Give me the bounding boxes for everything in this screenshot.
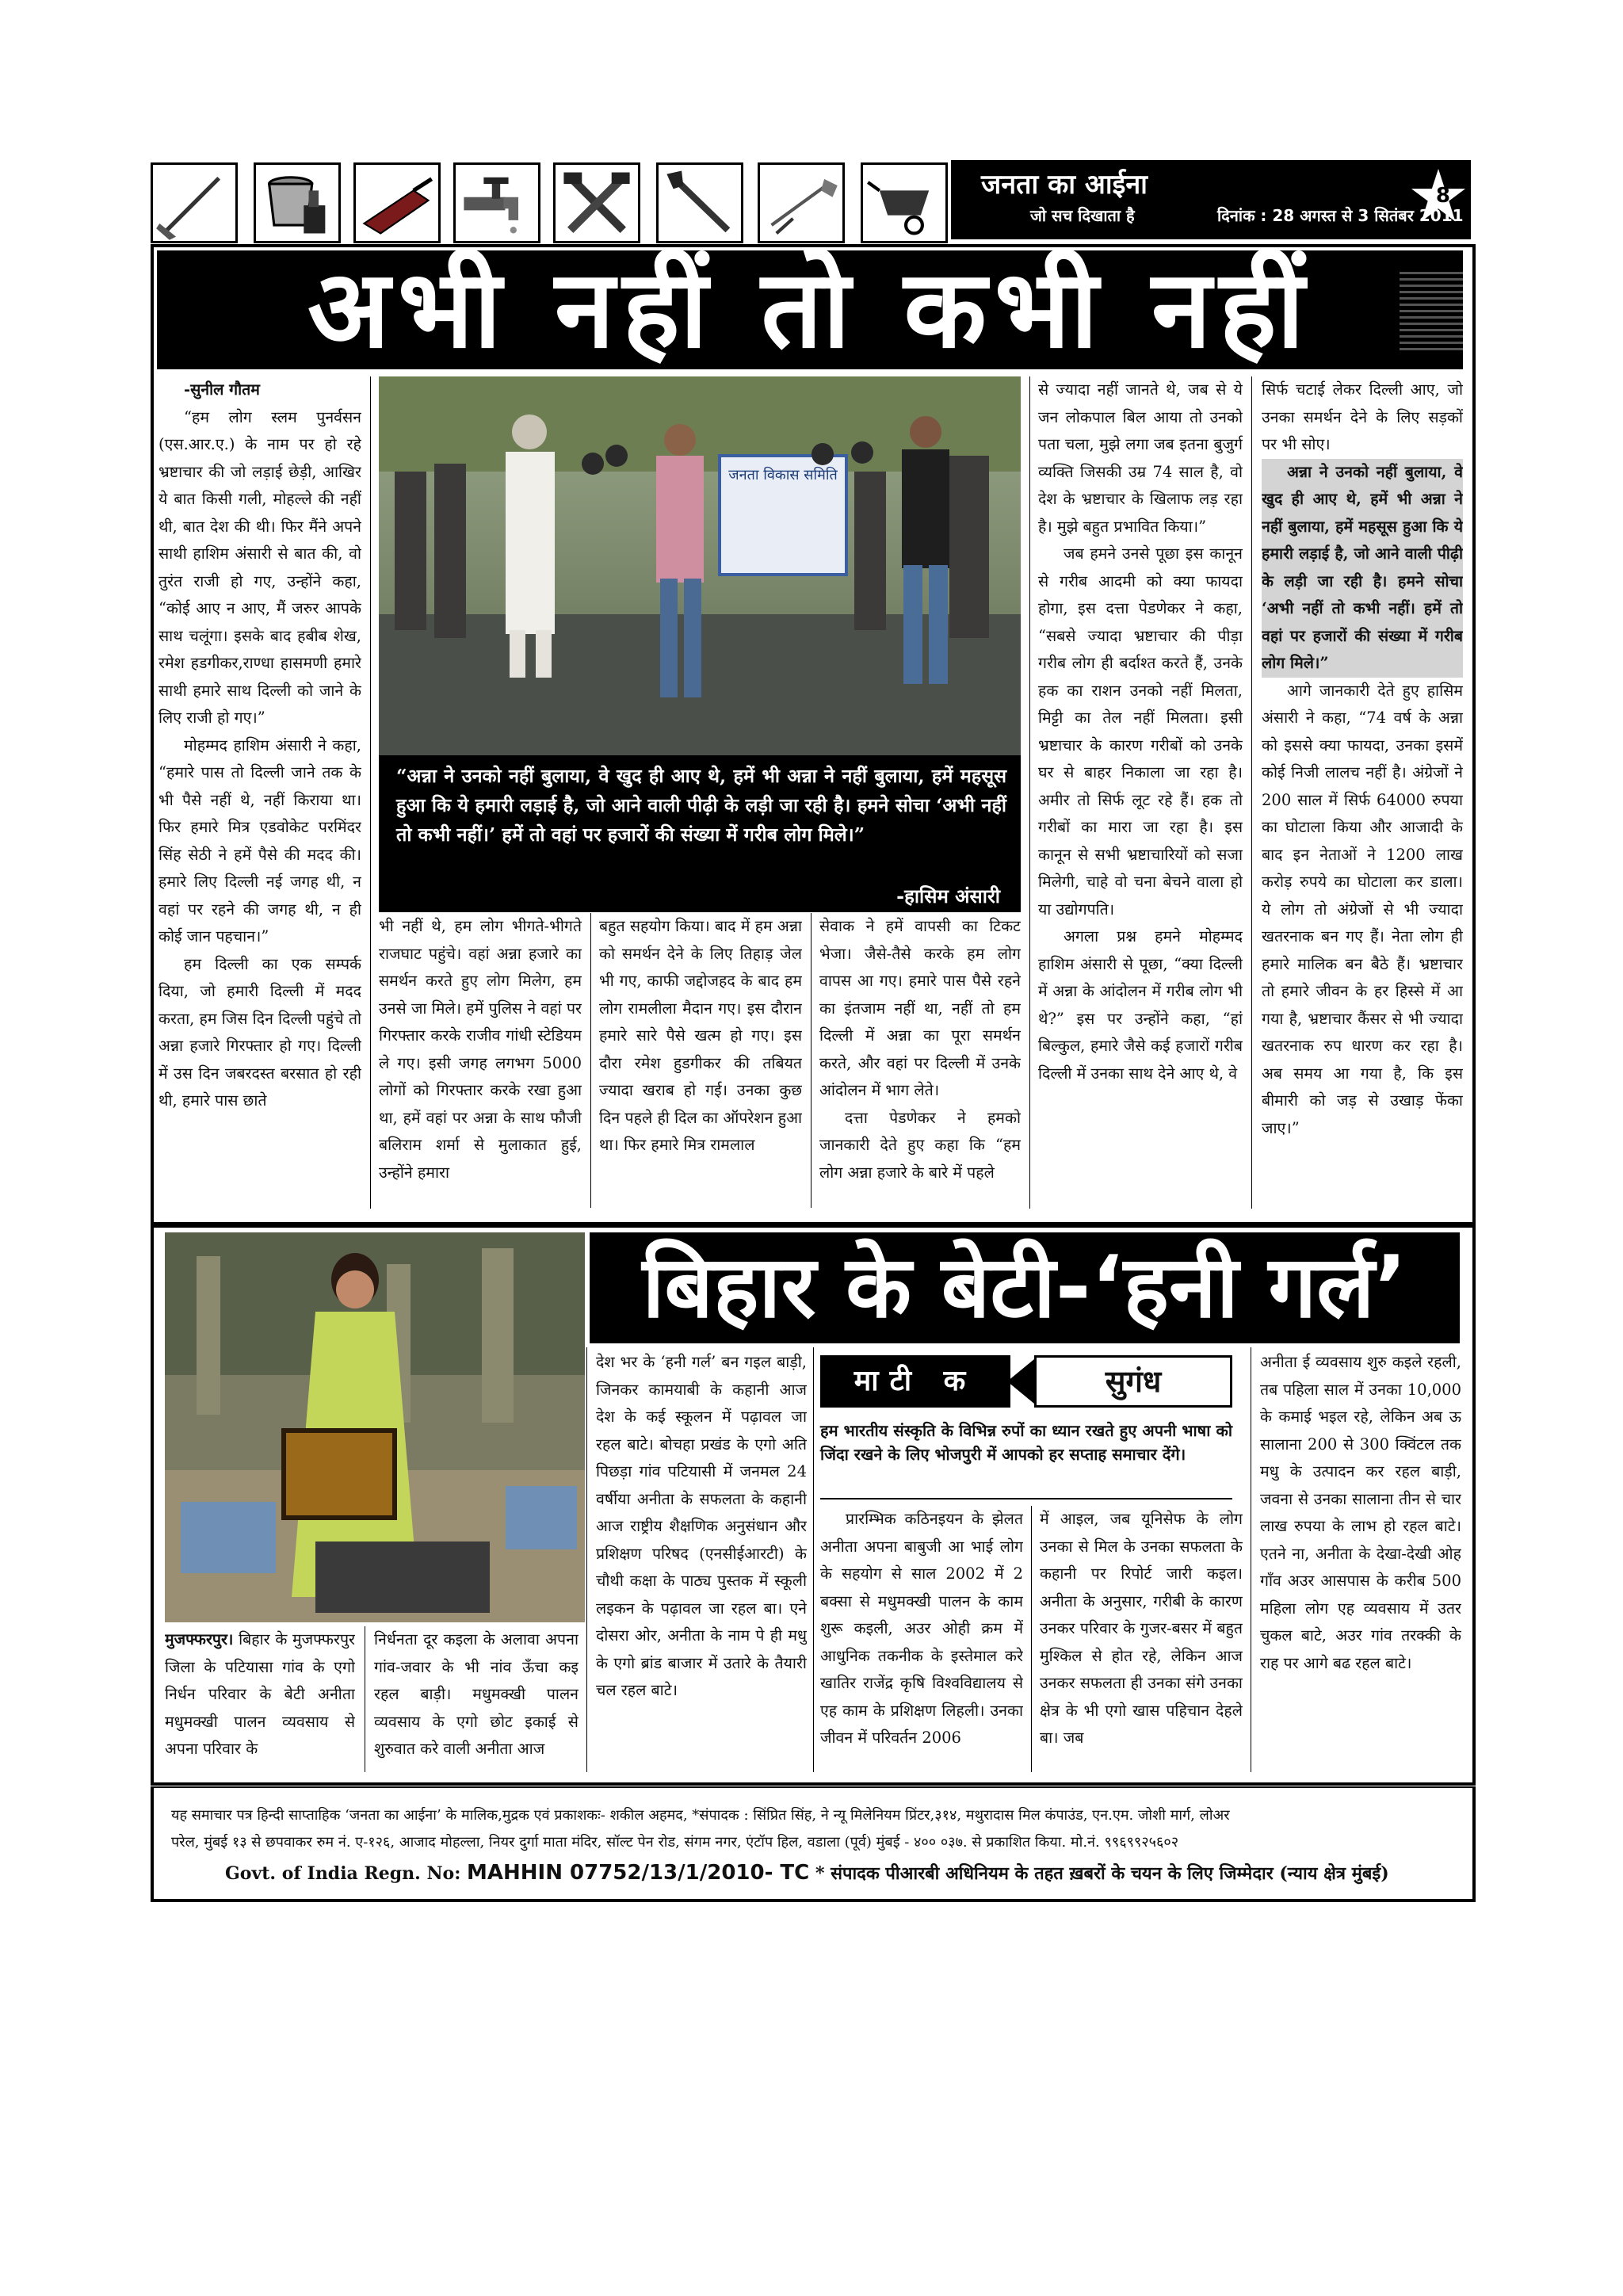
registration-number: MAHHIN 07752/13/1/2010- TC: [467, 1861, 810, 1885]
paragraph: जब हमने उनसे पूछा इस कानून से गरीब आदमी को क्या फायदा होगा, इस दत्ता पेडणेकर ने कहा, “सबसे ज्यादा भ्रष्टाचार की पीड़ा गरीब लोग ही बर्दाश्त करते हैं, उनके हक का राशन उनको नहीं मिलता, मिट्टी का तेल नहीं मिलता। इसी भ्रष्टाचार के कारण गरीबों को उनके घर से बाहर निकाला जा रहा है। अमीर तो सिर्फ लूट रहे हैं। हक तो गरीबों का मारा जा रहा है। इस कानून से सभी भ्रष्टाचारियों को सजा मिलेगी, चाहे वो चना बेचने वाला हो या उद्योगपति।: [1038, 544, 1243, 919]
mati-label: माटी क: [820, 1355, 1010, 1408]
masthead: [951, 160, 1471, 239]
story-headline: अभी नहीं तो कभी नहीं: [157, 250, 1463, 369]
paragraph: निर्धनता दूर कइला के अलावा अपना गांव-जवार के भी नांव ऊँचा कइ रहल बाड़ी। मधुमक्खी पालन व्यवसाय के एगो छोट इकाई से शुरुवात करे वाली अनीता आज: [374, 1630, 579, 1758]
article-column: [819, 913, 1021, 1208]
article-column: [374, 1626, 579, 1772]
dateline: मुजफ्फरपुर।: [165, 1630, 234, 1648]
paragraph: सेवाक ने हमें वापसी का टिकट भेजा। जैसे-तैसे करके हम लोग वापस आ गए। हमारे पास पैसे रहने का इंतजाम नहीं था, नहीं तो हम दिल्ली में अन्ना का पूरा समर्थन करते, और वहां पर दिल्ली में उनके आंदोलन में भाग लेते।: [819, 917, 1021, 1099]
quote-author: -हासिम अंसारी: [896, 884, 1000, 907]
article-column: [165, 1626, 355, 1772]
paragraph: में आइल, जब यूनिसेफ के लोग उनका से मिल के उनका सफलता के कहानी पर रिपोर्ट जारी कइल। अनीता के अनुसार, गरीबी के कारण उनकर परिवार के गुजर-बसर में बहुत मुश्किल से होत रहे, लेकिन आज उनकर सफलता ही उनका संगे उनका क्षेत्र के भी एगो खास पहिचान देहले बा। जब: [1040, 1510, 1243, 1747]
tagline: जो सच दिखाता है: [1030, 206, 1135, 225]
article-column: [820, 1506, 1023, 1772]
trowel-icon: [353, 162, 441, 243]
story-headline: बिहार के बेटी-‘हनी गर्ल’: [590, 1232, 1460, 1343]
rally-photo: [379, 376, 1021, 755]
byline: -सुनील गौतम: [184, 380, 260, 399]
mati-ke-sugandh-box: [820, 1349, 1232, 1492]
highlighted-quote: अन्ना ने उनको नहीं बुलाया, वे खुद ही आए थे, हमें भी अन्ना ने नहीं बुलाया, हमें महसूस हुआ कि ये हमारी लड़ाई है, जो आने वाली पीढ़ी के लड़ी जा रही है। हमने सोचा ‘अभी नहीं तो कभी नहीं। हमें तो वहां पर हजारों की संख्या में गरीब लोग मिले।”: [1262, 459, 1463, 678]
paint-bucket-icon: [254, 162, 341, 243]
spade-icon: [758, 162, 845, 243]
sugandh-label: सुगंध: [1034, 1355, 1232, 1408]
column-intro: हम भारतीय संस्कृति के विभिन्न रुपों का ध्यान रखते हुए अपनी भाषा को जिंदा रखने के लिए भोजपुरी में आपको हर सप्ताह समाचार देंगे।: [820, 1421, 1232, 1464]
paragraph: मोहम्मद हाशिम अंसारी ने कहा, “हमारे पास तो दिल्ली जाने तक के भी पैसे नहीं थे, नहीं किराया था। फिर हमारे मित्र एडवोकेट परमिंदर सिंह सेठी ने हमें पैसे की मदद की। हमारे लिए दिल्ली नई जगह थी, न वहां पर रहने की जगह थी, न ही कोई जान पहचान।”: [158, 735, 361, 946]
paragraph: भी नहीं थे, हम लोग भीगते-भीगते राजघाट पहुंचे। वहां अन्ना हजारे का समर्थन करते हुए लोग मिलेग, हम उनसे जा मिले। हमें पुलिस ने वहां पर गिरफ्तार करके राजीव गांधी स्टेडियम ले गए। इसी जगह लगभग 5000 लोगों को गिरफ्तार करके रखा हुआ था, हमें वहां पर अन्ना के साथ फौजी बलिराम शर्मा से मुलाकात हुई, उन्होंने हमारा: [379, 917, 582, 1182]
paragraph: हम दिल्ली का एक सम्पर्क दिया, जो हमारी दिल्ली में मदद करता, हम जिस दिन दिल्ली पहुंचे तो अन्ना हजारे गिरफ्तार हो गए। दिल्ली में उस दिन जबरदस्त बरसात हो रही थी, हमारे पास छाते: [158, 954, 361, 1110]
honeycomb-frame: [284, 1431, 395, 1518]
article-column: [596, 1349, 807, 1772]
article-column: [599, 913, 802, 1208]
article-column: [1038, 376, 1243, 1209]
newspaper-name: जनता का आईना: [981, 169, 1148, 201]
beekeeper-photo: [165, 1232, 585, 1622]
article-column: [1262, 376, 1463, 1209]
paragraph: “हम लोग स्लम पुनर्वसन (एस.आर.ए.) के नाम पर हो रहे भ्रष्टाचार की जो लड़ाई छेड़ी, आखिर ये बात किसी गली, मोहल्ले की नहीं थी, बात देश की थी। फिर मैंने अपने साथी हाशिम अंसारी से बात की, वो तुरंत राजी हो गए, उन्होंने कहा, “कोई आए न आए, मैं जरुर आपके साथ चलूंगा। इसके बाद हबीब शेख, रमेश हडगीकर,राण्धा हासमणी हमारे साथी हमारे साथ दिल्ली को जाने के लिए राजी हो गए।”: [158, 407, 361, 727]
article-column: [158, 376, 361, 1209]
article-column: [1040, 1506, 1243, 1772]
water-tap-icon: [453, 162, 540, 243]
paragraph: प्रारम्भिक कठिनइयन के झेलत अनीता अपना बाबुजी आ भाई लोग के सहयोग से साल 2002 में 2 बक्सा से मधुमक्खी पालन के काम शुरू कइली, अउर ओही क्रम में आधुनिक तकनीक के इस्तेमाल करे खातिर राजेंद्र कृषि विश्वविद्यालय से एह काम के प्रशिक्षण लिहली। उनका जीवन में परिवर्तन 2006: [820, 1510, 1023, 1747]
hoe-icon: [151, 162, 238, 243]
article-column: [1260, 1349, 1461, 1772]
tools-icon: [553, 162, 640, 243]
paragraph: अनीता ई व्यवसाय शुरु कइले रहली, तब पहिला साल में उनका 10,000 के कमाई भइल रहे, लेकिन अब ऊ सालाना 200 से 300 क्विंटल तक मधु के उत्पादन कर रहल बाड़ी, जवना से उनका सालाना तीन से चार लाख रुपया के लाभ हो रहल बाटे। एतने ना, अनीता के देखा-देखी ओह गाँव अउर आसपास के करीब 500 महिला लोग एह व्यवसाय में उतर चुकल बाटे, अउर गांव तरक्की के राह पर आगे बढ रहल बाटे।: [1260, 1353, 1461, 1672]
registration-line: Govt. of India Regn. No: MAHHIN 07752/13/1/2010- TC * संपादक पीआरबी अधिनियम के तहत ख़बरों के चयन के लिए जिम्मेदार (न्याय क्षेत्र मुंबई): [225, 1861, 1389, 1885]
paragraph: देश भर के ‘हनी गर्ल’ बन गइल बाड़ी, जिनकर कामयाबी के कहानी आज देश के कई स्कूलन में पढ़ावल जा रहल बाटे। बोचहा प्रखंड के एगो अति पिछड़ा गांव पटियासी में जनमल 24 वर्षीया अनीता के सफलता के कहानी आज राष्ट्रीय शैक्षणिक अनुसंधान और प्रशिक्षण परिषद (एनसीईआरटी) के चौथी कक्षा के पाठ्य पुस्तक में स्कूली लइकन के पढ़ावल जा रहल बा। एने दोसरा ओर, अनीता के नाम पे ही मधु के एगो ब्रांड बाजार में उतारे के तैयारी चल रहल बाटे।: [596, 1353, 807, 1699]
page-number: 8: [1435, 184, 1450, 208]
imprint-line: परेल, मुंबई १३ से छपवाकर रुम नं. ए-१२६, आजाद मोहल्ला, नियर दुर्गा माता मंदिर, सॉल्ट पेन रोड, संगम नगर, एंटॉप हिल, वडाला (पूर्व) मुंबई - ४०० ०३७. से प्रकाशित किया. मो.नं. ९९६९९२५६०२: [171, 1834, 1179, 1851]
article-column: [379, 913, 582, 1208]
pull-quote: [379, 755, 1021, 912]
paragraph: मुजफ्फरपुर। बिहार के मुजफ्फरपुर जिला के पटियासा गांव के एगो निर्धन परिवार के बेटी अनीता मधुमक्खी पालन व्यवसाय से अपना परिवार के: [165, 1630, 355, 1758]
wrench-icon: [656, 162, 743, 243]
paragraph: दत्ता पेडणेकर ने हमको जानकारी देते हुए कहा कि “हम लोग अन्ना हजारे के बारे में पहले: [819, 1108, 1021, 1182]
paragraph: आगे जानकारी देते हुए हासिम अंसारी ने कहा, “74 वर्ष के अन्ना को इससे क्या फायदा, उनका इसमें कोई निजी लालच नहीं है। अंग्रेजों ने 200 साल में सिर्फ 64000 रुपया का घोटाला किया और आजादी के बाद इन नेताओं ने 1200 लाख करोड़ रुपये का घोटाला कर डाला। ये लोग तो अंग्रेजों से भी ज्यादा खतरनाक बन गए हैं। नेता लोग ही हमारे मालिक बन बैठे हैं। भ्रष्टाचार तो हमारे जीवन के हर हिस्से में आ गया है, भ्रष्टाचार कैंसर से भी ज्यादा खतरनाक रुप धारण कर रहा है। अब समय आ गया है, कि इस बीमारी को जड़ से उखाड़ फेंका जाए।”: [1262, 681, 1463, 1137]
paragraph: बहुत सहयोग किया। बाद में हम अन्ना को समर्थन देने के लिए तिहाड़ जेल भी गए, काफी जद्दोजहद के बाद हम लोग रामलीला मैदान गए। इस दौरान हमारे सारे पैसे खत्म हो गए। इस दौरा रमेश हुडगीकर की तबियत ज्यादा खराब हो गई। उनका कुछ दिन पहले ही दिल का ऑपरेशन हुआ था। फिर हमारे मित्र रामलाल: [599, 917, 802, 1154]
wheelbarrow-icon: [861, 162, 948, 243]
imprint-line: यह समाचार पत्र हिन्दी साप्ताहिक ‘जनता का आईना’ के मालिक,मुद्रक एवं प्रकाशकः- शकील अहमद, *संपादक : सिंप्रित सिंह, ने न्यू मिलेनियम प्रिंटर,३१४, मथुरादास मिल कंपाउंड, एन.एम. जोशी मार्ग, लोअर: [171, 1807, 1230, 1824]
svg-text:जनता विकास समिति: जनता विकास समिति: [728, 467, 838, 483]
paragraph: अगला प्रश्न हमने मोहम्मद हाशिम अंसारी से पूछा, “क्या दिल्ली में अन्ना के आंदोलन में गरीब लोग भी थे?” इस पर उन्होंने कहा, “हां बिल्कुल, हमारे जैसे कई हजारों गरीब दिल्ली में उनका साथ देने आए थे, वे: [1038, 927, 1243, 1083]
paragraph: सिर्फ चटाई लेकर दिल्ली आए, जो उनका समर्थन देने के लिए सड़कों पर भी सोए।: [1262, 380, 1463, 453]
paragraph: से ज्यादा नहीं जानते थे, जब से ये जन लोकपाल बिल आया तो उनको पता चला, मुझे लगा जब इतना बुजुर्ग व्यक्ति जिसकी उम्र 74 साल है, वो देश के भ्रष्टाचार के खिलाफ लड़ रहा है। मुझे बहुत प्रभावित किया।”: [1038, 380, 1243, 536]
quote-text: “अन्ना ने उनको नहीं बुलाया, वे खुद ही आए थे, हमें भी अन्ना ने नहीं बुलाया, हमें महसूस हुआ कि ये हमारी लड़ाई है, जो आने वाली पीढ़ी के लड़ी जा रही है। हमने सोचा ‘अभी नहीं तो कभी नहीं।’ हमें तो वहां पर हजारों की संख्या में गरीब लोग मिले।”: [396, 765, 1006, 846]
imprint-footer: [151, 1786, 1476, 1902]
issue-date: दिनांक : 28 अगस्त से 3 सितंबर 2011: [1217, 206, 1464, 225]
